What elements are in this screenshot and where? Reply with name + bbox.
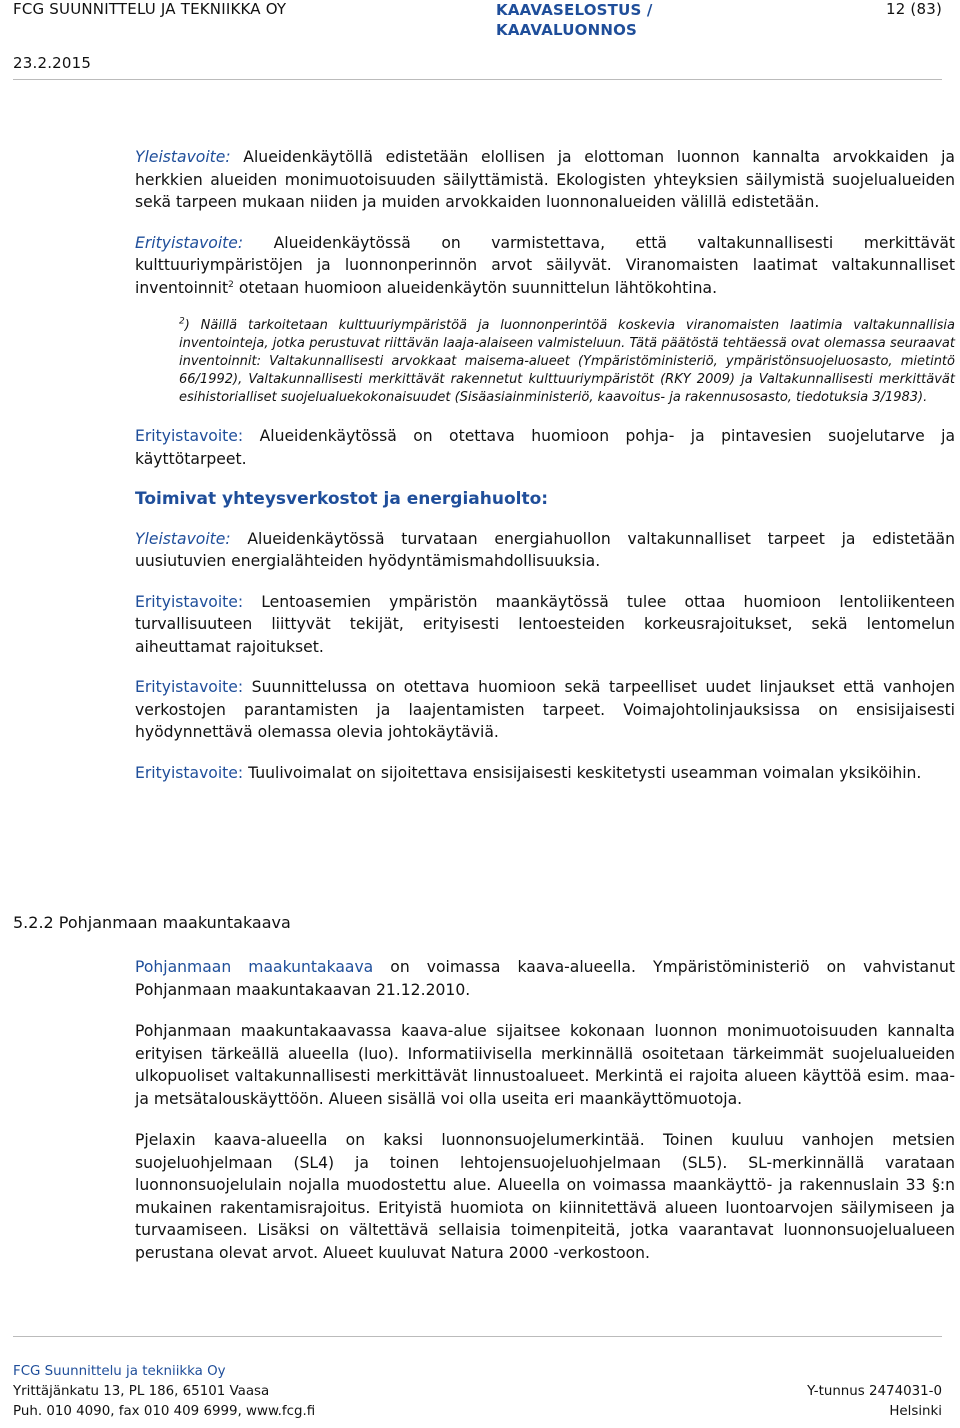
goal-label: Erityistavoite:: [135, 763, 244, 782]
paragraph-general-goal-1: [135, 146, 955, 214]
footer-contact: Puh. 010 4090, fax 010 409 6999, www.fcg.fi: [13, 1404, 316, 1419]
main-content: [135, 146, 955, 802]
paragraph-special-goal-3: [135, 591, 955, 659]
paragraph-text: Alueidenkäytössä turvataan energiahuollon valtakunnalliset tarpeet ja edistetään uusiutuvien energialähteiden hyödyntämismahdollisuuksia.: [135, 529, 955, 570]
paragraph-special-goal-2: [135, 425, 955, 470]
paragraph-pjelax-protection: Pjelaxin kaava-alueella on kaksi luonnonsuojelumerkintää. Toinen kuuluu vanhojen metsien suojeluohjelmaan (SL4) ja toinen lehtojensuojeluohjelmaan (SL5). SL-merkinnällä varataan luonnonsuojelulain nojalla muodostettu alue. Alueella on voimassa maankäyttö- ja rakennuslain 33 §:n mukainen rakentamisrajoitus. Erityistä huomiota on kiinnitettävä alueen luontoarvojen säilymiseen ja turvaamiseen. Lisäksi on vältettävä sellaisia toimenpiteitä, jotka vaarantavat luonnonsuojelualueen perustana olevat arvot. Alueet kuuluvat Natura 2000 -verkostoon.: [135, 1131, 955, 1262]
header-page-number: 12 (83): [885, 0, 942, 18]
goal-label: Erityistavoite:: [135, 592, 244, 611]
paragraph-text: Alueidenkäytöllä edistetään elollisen ja elottoman luonnon kannalta arvokkaiden ja herkkien alueiden monimuotoisuuden säilyttämistä. Ekologisten yhteyksien säilymistä suojelualueiden sekä tarpeen mukaan niiden ja muiden arvokkaiden luonnonalueiden välillä edistetään.: [135, 148, 955, 211]
paragraph-special-goal-1: [135, 232, 955, 300]
paragraph-special-goal-4: [135, 676, 955, 744]
section-title: Toimivat yhteysverkostot ja energiahuolto:: [135, 489, 549, 509]
paragraph-regional-plan-area: Pohjanmaan maakuntakaavassa kaava-alue sijaitsee kokonaan luonnon monimuotoisuuden kannalta erityisen tärkeällä alueella (luo). Informatiivisella merkinnällä osoitetaan tärkeimmät suojelualueiden ulkopuoliset valtakunnallisesti merkittävät linnustoalueet. Merkintä ei rajoita alueen käyttöä esim. maa- ja metsätalouskäyttöön. Alueen sisällä voi olla useita eri maankäyttömuotoja.: [135, 1022, 955, 1108]
paragraph-text: Tuulivoimalat on sijoitettava ensisijaisesti keskitetysti useamman voimalan yksiköihin.: [243, 763, 922, 782]
header-company: FCG SUUNNITTELU JA TEKNIIKKA OY: [13, 0, 287, 18]
goal-label: Yleistavoite:: [135, 148, 231, 166]
footer-business-id: Y-tunnus 2474031-0: [807, 1384, 942, 1399]
footer-divider: [13, 1336, 942, 1337]
paragraph-text: Suunnittelussa on otettava huomioon sekä tarpeelliset uudet linjaukset että vanhojen verkostojen parantamisten ja laajentamisten tarpeet. Voimajohtolinjauksissa on ensisijaisesti hyödynnettävä olemassa olevia johtokäytäviä.: [135, 678, 955, 741]
footnote-text: ) Näillä tarkoitetaan kulttuuriympäristöä ja luonnonperintöä koskevia viranomaisten laatimia valtakunnallisia inventointeja, jotka perustuvat riittävän laaja-alaiseen valmisteluun. Tätä päätöstä tehtäessä ovat olemassa seuraavat inventoinnit: Valtakunnallisesti arvokkaat maisema-alueet (Ympäristöministeriö, ympäristönsuojeluosasto, mietintö 66/1992), Valtakunnallisesti merkittävät rakennetut kulttuuriympäristöt (RKY 2009) ja Valtakunnallisesti merkittävät esihistorialliset suojelualuekokonaisuudet (Sisäasiainministeriö, kaavoitus- ja rakennusosasto, tiedotuksia 3/1983).: [179, 318, 955, 405]
paragraph-text: Alueidenkäytössä on varmistettava, että valtakunnallisesti merkittävät kulttuuriympäristöjen ja luonnonperinnön arvot säilyvät. Viranomaisten laatimat valtakunnalliset inventoinnit: [135, 233, 955, 297]
page-header: [0, 0, 960, 80]
footnote-marker: 2: [228, 279, 234, 290]
header-document-type: [496, 0, 653, 40]
goal-label: Erityistavoite:: [135, 233, 244, 252]
header-divider: [13, 79, 942, 80]
footer-address: Yrittäjänkatu 13, PL 186, 65101 Vaasa: [13, 1384, 270, 1399]
paragraph-text: Lentoasemien ympäristön maankäytössä tulee ottaa huomioon lentoliikenteen turvallisuuteen liittyvät tekijät, erityisesti lentoesteiden korkeusrajoitukset, sekä lentomelun aiheuttamat rajoitukset.: [135, 592, 955, 656]
page-footer: [13, 1336, 942, 1428]
paragraph-text: on voimassa kaava-alueella. Ympäristöministeriö on vahvistanut Pohjanmaan maakuntakaavan 21.12.2010.: [135, 958, 955, 999]
goal-label: Erityistavoite:: [135, 427, 244, 445]
footnote-number: 2: [179, 316, 185, 327]
paragraph-special-goal-5: [135, 762, 955, 785]
footnote: [179, 317, 955, 407]
regional-plan-link[interactable]: Pohjanmaan maakuntakaava: [135, 958, 374, 976]
paragraph-text: Alueidenkäytössä on otettava huomioon pohja- ja pintavesien suojelutarve ja käyttötarpeet.: [135, 427, 955, 468]
footer-company: FCG Suunnittelu ja tekniikka Oy: [13, 1364, 226, 1379]
footer-city: Helsinki: [889, 1404, 942, 1419]
paragraph-general-goal-2: [135, 528, 955, 573]
goal-label: Erityistavoite:: [135, 678, 244, 696]
paragraph-regional-plan-intro: [135, 956, 955, 1001]
header-doc-type-line1: KAAVASELOSTUS /: [496, 1, 653, 19]
goal-label: Yleistavoite:: [135, 529, 231, 548]
header-doc-type-line2: KAAVALUONNOS: [496, 21, 638, 39]
header-date: 23.2.2015: [13, 54, 92, 72]
paragraph-text: otetaan huomioon alueidenkäytön suunnittelun lähtökohtina.: [233, 278, 718, 297]
regional-plan-content: [135, 956, 955, 1283]
subsection-heading: 5.2.2 Pohjanmaan maakuntakaava: [13, 913, 291, 932]
